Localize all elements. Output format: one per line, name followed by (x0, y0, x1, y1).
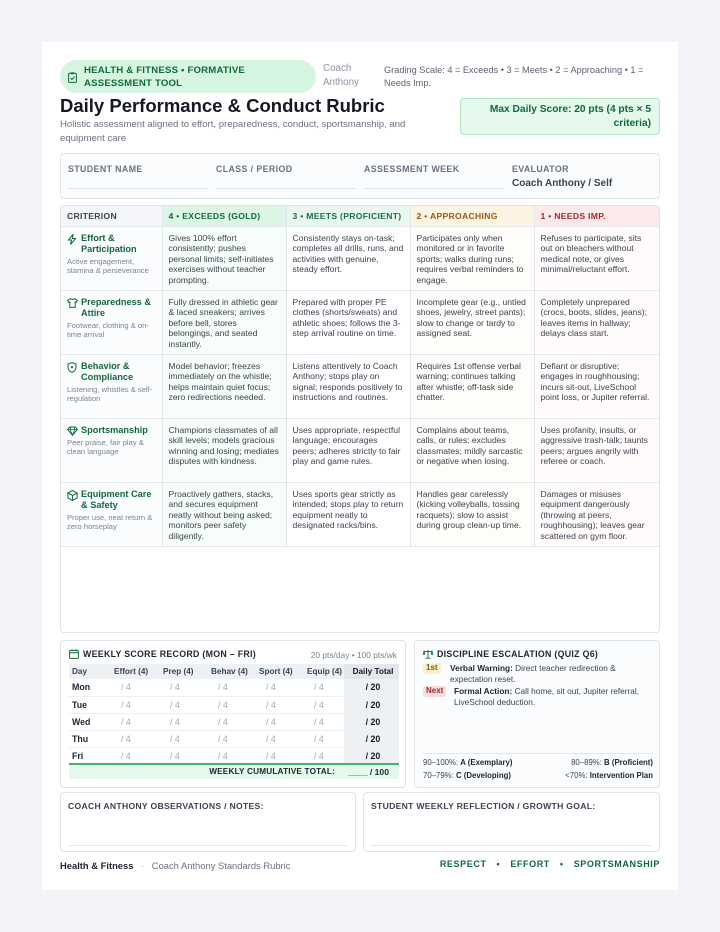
rubric-row-preparedness (61, 290, 660, 354)
criterion-desc: Listening, whistles & self-regulation (67, 384, 153, 404)
sport-score[interactable]: / 4 (256, 747, 304, 764)
criterion-desc: Peer praise, fair play & clean language (67, 437, 144, 457)
rubric-row-effort (61, 226, 660, 290)
approaching-cell[interactable]: Participates only when monitored or in favorite sports; walks during runs; requires verbal reminders to engage. (410, 226, 534, 290)
evaluator-cell (512, 164, 612, 189)
grade-range: 70–79%: (423, 771, 456, 780)
scales-icon (423, 649, 433, 659)
grade-label: C (Developing) (455, 771, 511, 780)
criterion-name: Preparedness & Attire (81, 296, 151, 318)
discipline-title: DISCIPLINE ESCALATION (QUIZ Q6) (437, 649, 599, 659)
weekly-rate: 20 pts/day • 100 pts/wk (310, 650, 397, 660)
needs-cell[interactable]: Uses profanity, insults, or aggressive trash-talk; taunts peers; argues angrily with referee or coach. (534, 418, 660, 482)
rubric-row-behavior (61, 354, 660, 418)
grade-label: B (Proficient) (604, 758, 653, 767)
meets-cell[interactable]: Consistently stays on-task; completes all drills, runs, and activities with genuine, steady effort. (286, 226, 410, 290)
student-name-line (68, 188, 208, 189)
behav-score[interactable]: / 4 (208, 679, 256, 696)
daily-total[interactable]: / 20 (344, 679, 399, 696)
coach-notes-box[interactable] (60, 792, 356, 852)
meets-cell[interactable]: Uses appropriate, respectful language; encourages peers; adheres strictly to fair play and game rules. (286, 418, 410, 482)
assessment-week-cell[interactable] (364, 164, 459, 174)
weekly-score-title: WEEKLY SCORE RECORD (MON – FRI) (83, 649, 257, 659)
rubric-row-equipment (61, 482, 660, 546)
equip-score[interactable]: / 4 (304, 747, 344, 764)
equip-score[interactable]: / 4 (304, 696, 344, 713)
calendar-icon (69, 649, 79, 659)
behav-score[interactable]: / 4 (208, 713, 256, 730)
criterion-cell (61, 482, 162, 546)
behav-score[interactable]: / 4 (208, 747, 256, 764)
day-label: Fri (69, 747, 111, 764)
criterion-cell (61, 354, 162, 418)
effort-score[interactable]: / 4 (111, 679, 160, 696)
page-title: Daily Performance & Conduct Rubric (60, 95, 385, 116)
footer-subtitle: Coach Anthony Standards Rubric (151, 860, 291, 871)
step-text: Call home, sit out, Jupiter referral, LiveSchool deduction. (454, 686, 640, 707)
student-reflection-box[interactable] (363, 792, 660, 852)
assessment-week-line (364, 188, 504, 189)
needs-cell[interactable]: Refuses to participate, sits out on bleachers without medical note, or gives minimal/reluctant effort. (534, 226, 660, 290)
criterion-name: Effort & Participation (81, 232, 137, 254)
criterion-desc: Active engagement, stamina & perseverance (67, 256, 149, 276)
criterion-cell (61, 226, 162, 290)
value-respect: RESPECT (439, 859, 487, 869)
daily-total[interactable]: / 20 (344, 713, 399, 730)
assessment-week-label: ASSESSMENT WEEK (364, 164, 460, 174)
effort-score[interactable]: / 4 (111, 747, 160, 764)
header-exceeds: 4 • EXCEEDS (GOLD) (162, 206, 286, 226)
footer-values (440, 859, 660, 869)
evaluator-value: Coach Anthony / Self (512, 178, 613, 189)
weekly-score-table (69, 664, 399, 765)
effort-score[interactable]: / 4 (111, 730, 160, 747)
prep-score[interactable]: / 4 (160, 696, 208, 713)
approaching-cell[interactable]: Requires 1st offense verbal warning; continues talking after whistle; off-task side chatter. (410, 354, 534, 418)
class-period-line (216, 188, 356, 189)
sport-score[interactable]: / 4 (256, 713, 304, 730)
day-label: Tue (69, 696, 111, 713)
footer-left (60, 860, 290, 871)
meets-cell[interactable]: Listens attentively to Coach Anthony; stops play on signal; responds positively to instructions and routines. (286, 354, 410, 418)
col-effort: Effort (4) (111, 664, 160, 679)
prep-score[interactable]: / 4 (160, 747, 208, 764)
weekly-row-mon (69, 679, 399, 696)
grade-b (571, 756, 653, 769)
day-label: Thu (69, 730, 111, 747)
header-criterion: CRITERION (61, 206, 162, 226)
notes-line (371, 845, 652, 846)
effort-score[interactable]: / 4 (111, 696, 160, 713)
criterion-name: Equipment Care & Safety (81, 488, 152, 510)
effort-score[interactable]: / 4 (111, 713, 160, 730)
sport-score[interactable]: / 4 (256, 696, 304, 713)
equip-score[interactable]: / 4 (304, 679, 344, 696)
step-badge: 1st (423, 663, 441, 674)
behav-score[interactable]: / 4 (208, 696, 256, 713)
criterion-name: Behavior & Compliance (81, 360, 134, 382)
daily-total[interactable]: / 20 (344, 747, 399, 764)
grade-intervention (565, 769, 653, 782)
grade-label: A (Exemplary) (460, 758, 513, 767)
prep-score[interactable]: / 4 (160, 713, 208, 730)
footer-separator: · (141, 860, 145, 871)
day-label: Mon (69, 679, 111, 696)
shield-icon (67, 362, 77, 373)
prep-score[interactable]: / 4 (160, 679, 208, 696)
exceeds-cell[interactable]: Model behavior; freezes immediately on the whistle; helps maintain quiet focus; zero redirections needed. (162, 354, 286, 418)
meets-cell[interactable]: Uses sports gear strictly as intended; stops play to return equipment neatly to designated racks/bins. (286, 482, 410, 546)
exceeds-cell[interactable]: Fully dressed in athletic gear & laced sneakers; arrives before bell, stores belongings, and seated instantly. (162, 290, 286, 354)
rubric-row-sportsmanship (61, 418, 660, 482)
coach-name (323, 62, 373, 90)
coach-notes-label: COACH ANTHONY OBSERVATIONS / NOTES: (68, 801, 264, 811)
header-needs-improvement: 1 • NEEDS IMP. (534, 206, 660, 226)
coach-line1: Coach (323, 63, 352, 74)
needs-cell[interactable]: Damages or misuses equipment dangerously (throwing at peers, roughhousing); leaves gear scattered on gym floor. (534, 482, 660, 546)
value-dot: • (559, 859, 564, 869)
col-prep: Prep (4) (160, 664, 208, 679)
weekly-score-header (69, 649, 256, 659)
day-label: Wed (69, 713, 111, 730)
weekly-row-thu (69, 730, 399, 747)
exceeds-cell[interactable]: Proactively gathers, stacks, and secures equipment neatly without being asked; monitors peer safety diligently. (162, 482, 286, 546)
value-effort: EFFORT (510, 859, 550, 869)
criterion-name: Sportsmanship (81, 424, 148, 435)
student-info-row (60, 153, 660, 199)
equip-score[interactable]: / 4 (304, 713, 344, 730)
equip-score[interactable]: / 4 (304, 730, 344, 747)
sport-score[interactable]: / 4 (256, 679, 304, 696)
criterion-cell (61, 290, 162, 354)
notes-line (68, 845, 348, 846)
weekly-row-wed (69, 713, 399, 730)
approaching-cell[interactable]: Complains about teams, calls, or rules; excludes classmates; mildly sarcastic or negative when losing. (410, 418, 534, 482)
class-period-label: CLASS / PERIOD (216, 164, 293, 174)
behav-score[interactable]: / 4 (208, 730, 256, 747)
col-equip: Equip (4) (304, 664, 344, 679)
escalation-step-1 (423, 663, 655, 684)
weekly-row-tue (69, 696, 399, 713)
needs-cell[interactable]: Completely unprepared (crocs, boots, slides, jeans); leaves items in hallway; delays class start. (534, 290, 660, 354)
meets-cell[interactable]: Prepared with proper PE clothes (shorts/sweats) and athletic shoes; follows the 3-step arrival routine on time. (286, 290, 410, 354)
approaching-cell[interactable]: Handles gear carelessly (kicking volleyballs, tossing racquets); slow to assist during group clean-up time. (410, 482, 534, 546)
header-meets: 3 • MEETS (PROFICIENT) (286, 206, 410, 226)
weekly-score-panel (60, 640, 406, 788)
student-name-cell[interactable] (68, 164, 143, 174)
grade-a (423, 756, 512, 769)
evaluator-label: EVALUATOR (512, 164, 569, 174)
student-name-label: STUDENT NAME (68, 164, 143, 174)
footer-brand: Health & Fitness (60, 860, 134, 871)
daily-total[interactable]: / 20 (344, 730, 399, 747)
shirt-icon (67, 298, 78, 308)
weekly-row-fri (69, 747, 399, 764)
step-label: Formal Action: (454, 686, 513, 696)
discipline-header (423, 649, 598, 659)
student-reflection-label: STUDENT WEEKLY REFLECTION / GROWTH GOAL: (371, 801, 596, 811)
col-day: Day (69, 664, 111, 679)
col-daily-total: Daily Total (344, 664, 399, 679)
criterion-cell (61, 418, 162, 482)
approaching-cell[interactable]: Incomplete gear (e.g., untied shoes, jewelry, street pants); slow to change or tardy to assigned seat. (410, 290, 534, 354)
weekly-cumulative-row (69, 763, 399, 779)
grade-range: 90–100%: (423, 758, 461, 767)
lightning-icon (67, 234, 77, 245)
step-label: Verbal Warning: (450, 663, 513, 673)
col-sport: Sport (4) (256, 664, 304, 679)
needs-cell[interactable]: Defiant or disruptive; engages in roughhousing; incurs sit-out, LiveSchool point loss, or Jupiter referral. (534, 354, 660, 418)
class-period-cell[interactable] (216, 164, 292, 174)
grading-scale: Grading Scale: 4 = Exceeds • 3 = Meets • 2 = Approaching • 1 = Needs Imp. (384, 65, 644, 88)
grade-c (423, 769, 511, 782)
grade-range: <70%: (565, 771, 590, 780)
weekly-header-row (69, 664, 399, 679)
grade-range: 80–89%: (571, 758, 605, 767)
grade-label: Intervention Plan (589, 771, 653, 780)
col-behav: Behav (4) (208, 664, 256, 679)
handshake-icon (67, 426, 78, 436)
clipboard-icon (68, 72, 77, 83)
value-dot: • (496, 859, 501, 869)
step-text: Direct teacher redirection & expectation reset. (450, 663, 616, 684)
rubric-header-row (61, 206, 660, 226)
coach-line2: Anthony (323, 77, 359, 88)
tool-label-line2: ASSESSMENT TOOL (84, 78, 183, 89)
step-badge: Next (423, 686, 446, 697)
value-sportsmanship: SPORTSMANSHIP (573, 859, 660, 869)
exceeds-cell[interactable]: Champions classmates of all skill levels; models gracious winning and losing; mediates disputes with kindness. (162, 418, 286, 482)
criterion-desc: Proper use, neat return & zero horseplay (67, 512, 153, 532)
discipline-panel (414, 640, 660, 788)
tool-label-line1: HEALTH & FITNESS • FORMATIVE (84, 65, 246, 76)
sport-score[interactable]: / 4 (256, 730, 304, 747)
max-score-badge: Max Daily Score: 20 pts (4 pts × 5 criteria) (460, 98, 660, 135)
exceeds-cell[interactable]: Gives 100% effort consistently; pushes personal limits; self-initiates exercises without teacher prompting. (162, 226, 286, 290)
cumulative-label: WEEKLY CUMULATIVE TOTAL: (209, 767, 335, 776)
page-footer (60, 858, 660, 874)
rubric-table (60, 205, 660, 633)
box-icon (67, 490, 78, 501)
header-approaching: 2 • APPROACHING (410, 206, 534, 226)
prep-score[interactable]: / 4 (160, 730, 208, 747)
tool-label-pill (60, 60, 316, 93)
escalation-step-2 (423, 686, 655, 707)
cumulative-value[interactable]: ____ / 100 (348, 767, 389, 777)
criterion-desc: Footwear, clothing & on-time arrival (67, 320, 149, 340)
page-subtitle: Holistic assessment aligned to effort, preparedness, conduct, sportsmanship, and equipment care (60, 119, 406, 144)
grade-scale (423, 753, 653, 782)
daily-total[interactable]: / 20 (344, 696, 399, 713)
rubric-page (42, 42, 678, 890)
